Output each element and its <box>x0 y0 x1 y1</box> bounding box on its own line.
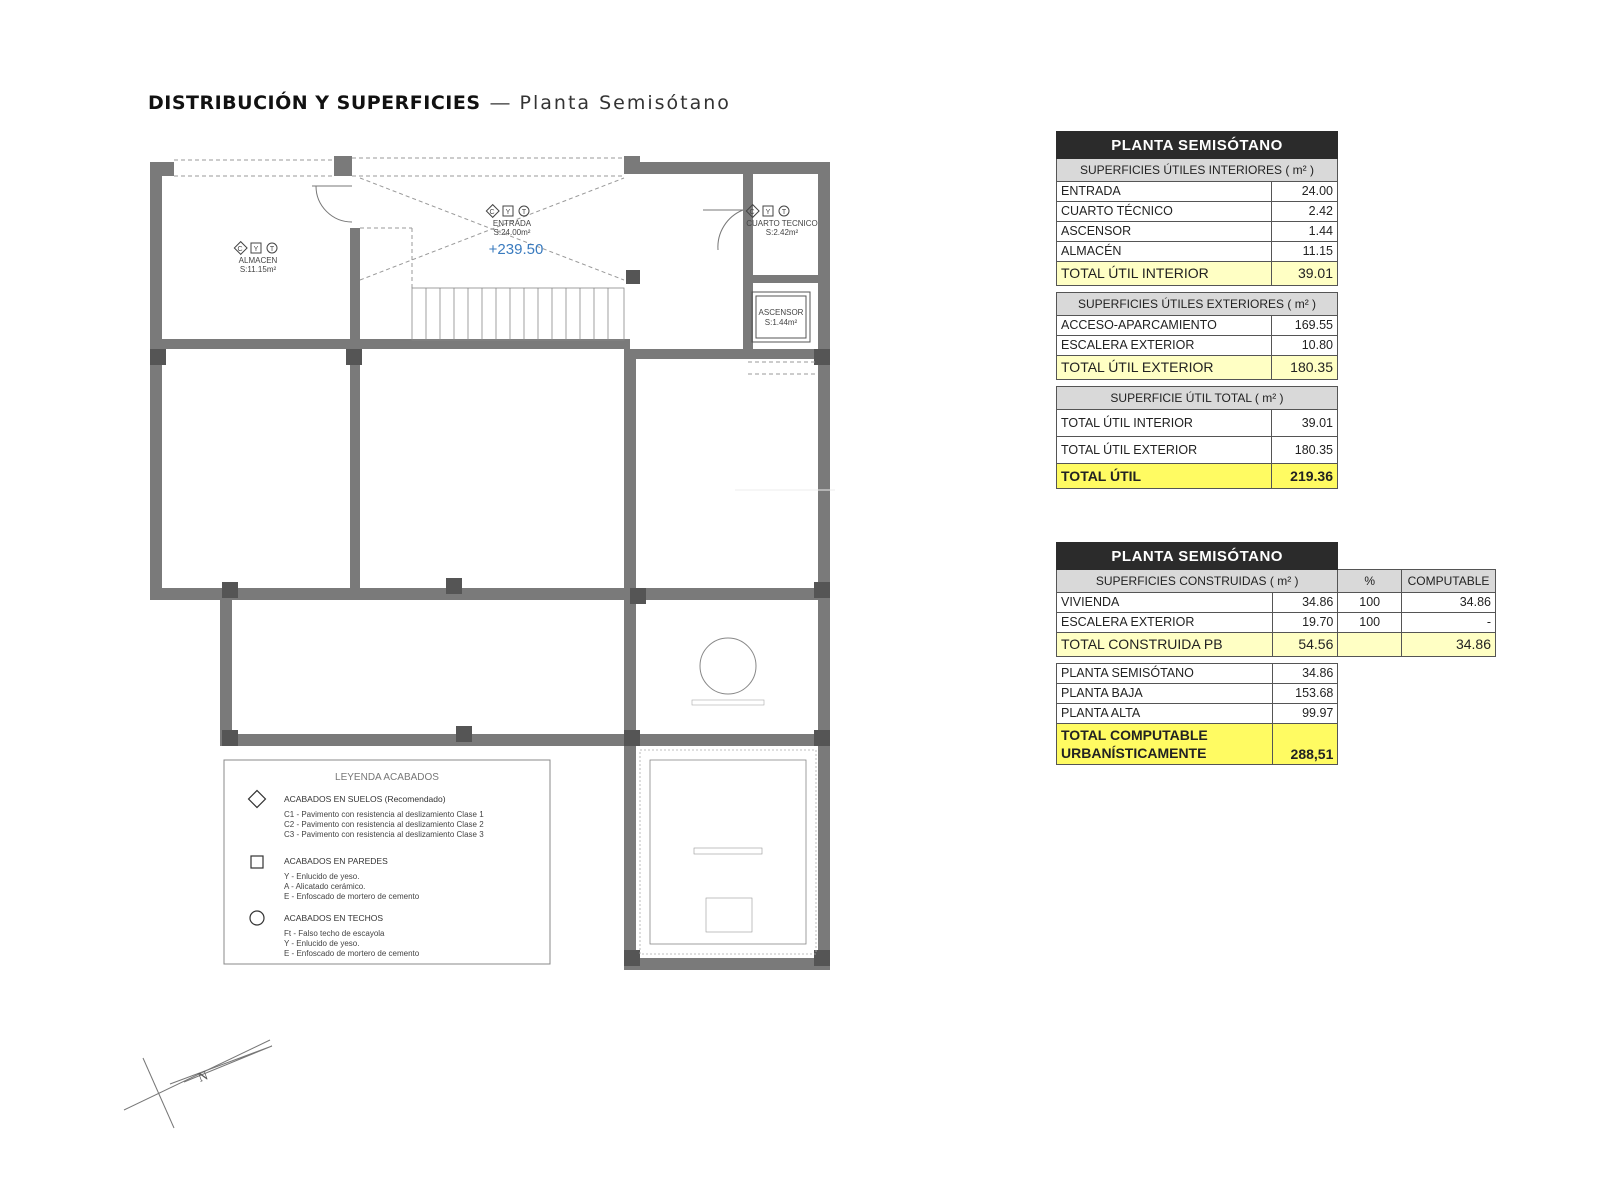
legend-line: Y - Enlucido de yeso. <box>284 939 360 948</box>
total-subheader: SUPERFICIE ÚTIL TOTAL ( m² ) <box>1057 387 1338 410</box>
room-name-ascensor: ASCENSOR <box>758 308 804 317</box>
wall <box>150 162 162 597</box>
total-exterior-row: TOTAL ÚTIL EXTERIOR 180.35 <box>1057 356 1338 380</box>
legend-line: E - Enfoscado de mortero de cemento <box>284 949 420 958</box>
wall <box>220 598 232 744</box>
table-row: VIVIENDA 34.86 100 34.86 <box>1057 593 1496 613</box>
legend-title: LEYENDA ACABADOS <box>335 772 439 783</box>
table-row: TOTAL ÚTIL EXTERIOR 180.35 <box>1057 437 1338 464</box>
room-area-cuarto-tecnico: S:2.42m² <box>765 228 799 237</box>
wall <box>624 349 636 744</box>
finish-symbols-entrada <box>486 205 529 218</box>
pool-edge <box>640 750 816 954</box>
grand-label-1: TOTAL COMPUTABLE <box>1061 727 1208 743</box>
legend-line: E - Enfoscado de mortero de cemento <box>284 892 420 901</box>
north-label: N <box>195 1067 210 1085</box>
pool-note <box>706 898 752 932</box>
pool-inner <box>650 760 806 944</box>
legend-wall-title: ACABADOS EN PAREDES <box>284 856 388 866</box>
table-row: CUARTO TÉCNICO 2.42 <box>1057 202 1338 222</box>
level-marker: +239.50 <box>488 241 544 258</box>
elevator-box <box>752 292 810 342</box>
legend-ceiling-title: ACABADOS EN TECHOS <box>284 913 384 923</box>
total-built-row: TOTAL CONSTRUIDA PB 54.56 34.86 <box>1057 633 1496 657</box>
col-pct: % <box>1338 570 1402 593</box>
legend-line: C1 - Pavimento con resistencia al deslizamiento Clase 1 <box>284 810 484 819</box>
grand-value: 288,51 <box>1272 724 1338 765</box>
svg-text:Y: Y <box>765 209 771 216</box>
svg-text:C: C <box>489 209 495 216</box>
table-row: ESCALERA EXTERIOR 10.80 <box>1057 336 1338 356</box>
total-computable-row <box>1057 724 1496 765</box>
total-interior-row: TOTAL ÚTIL INTERIOR 39.01 <box>1057 262 1338 286</box>
svg-text:C: C <box>749 209 755 216</box>
table-useful-surfaces <box>1056 131 1338 489</box>
column <box>334 156 352 176</box>
table-row: ESCALERA EXTERIOR 19.70 100 - <box>1057 613 1496 633</box>
title-bold: DISTRIBUCIÓN Y SUPERFICIES <box>148 92 481 114</box>
table-row: ENTRADA 24.00 <box>1057 182 1338 202</box>
north-arrow-icon <box>124 1040 272 1128</box>
svg-text:T: T <box>781 209 787 216</box>
built-subheader: SUPERFICIES CONSTRUIDAS ( m² ) <box>1057 570 1338 593</box>
interior-subheader: SUPERFICIES ÚTILES INTERIORES ( m² ) <box>1057 159 1338 182</box>
col-computable: COMPUTABLE <box>1402 570 1496 593</box>
wall <box>150 339 630 349</box>
planter-circle <box>700 638 756 694</box>
table2-header: PLANTA SEMISÓTANO <box>1057 543 1338 570</box>
legend-line: Ft - Falso techo de escayola <box>284 929 385 938</box>
wall <box>150 588 830 600</box>
wall <box>350 228 360 346</box>
exterior-subheader: SUPERFICIES ÚTILES EXTERIORES ( m² ) <box>1057 293 1338 316</box>
wall <box>743 275 828 283</box>
table-row: PLANTA SEMISÓTANO 34.86 <box>1057 664 1496 684</box>
table1-header: PLANTA SEMISÓTANO <box>1057 132 1338 159</box>
table-row: ACCESO-APARCAMIENTO 169.55 <box>1057 316 1338 336</box>
table-built-surfaces <box>1056 542 1496 765</box>
legend-floor-title: ACABADOS EN SUELOS (Recomendado) <box>284 794 446 804</box>
room-area-almacen: S:11.15m² <box>239 265 277 274</box>
room-name-entrada: ENTRADA <box>492 219 532 228</box>
room-area-entrada: S:24.00m² <box>493 228 531 237</box>
wall <box>624 744 636 970</box>
table-row: ALMACÉN 11.15 <box>1057 242 1338 262</box>
title-separator: — <box>490 93 510 114</box>
legend <box>224 760 550 964</box>
circle-icon <box>250 911 264 925</box>
legend-line: Y - Enlucido de yeso. <box>284 872 360 881</box>
wall <box>630 349 830 359</box>
svg-text:T: T <box>269 246 275 253</box>
room-area-ascensor: S:1.44m² <box>764 318 798 327</box>
finish-symbols-almacen <box>234 242 277 255</box>
svg-text:C: C <box>237 246 243 253</box>
room-labels <box>234 205 817 327</box>
room-name-cuarto-tecnico: CUARTO TECNICO <box>746 219 818 228</box>
stairs <box>412 288 624 340</box>
pool-label <box>694 848 762 854</box>
legend-line: C2 - Pavimento con resistencia al deslizamiento Clase 2 <box>284 820 484 829</box>
table-row: PLANTA ALTA 99.97 <box>1057 704 1496 724</box>
grand-label-2: URBANÍSTICAMENTE <box>1061 745 1207 761</box>
square-icon <box>251 856 263 868</box>
table-row: PLANTA BAJA 153.68 <box>1057 684 1496 704</box>
svg-text:T: T <box>521 209 527 216</box>
legend-line: A - Alicatado cerámico. <box>284 882 366 891</box>
legend-line: C3 - Pavimento con resistencia al deslizamiento Clase 3 <box>284 830 484 839</box>
wall <box>743 172 753 290</box>
wall <box>624 162 830 174</box>
planter-label <box>692 700 764 705</box>
wall <box>624 958 830 970</box>
wall <box>818 162 830 597</box>
title-subtitle: Planta Semisótano <box>519 92 731 114</box>
wall <box>350 349 360 597</box>
columns <box>150 270 830 966</box>
diamond-icon <box>249 791 266 808</box>
wall <box>220 734 830 746</box>
svg-text:Y: Y <box>505 209 511 216</box>
room-name-almacen: ALMACEN <box>238 256 278 265</box>
table-row: ASCENSOR 1.44 <box>1057 222 1338 242</box>
wall <box>818 598 830 970</box>
svg-text:Y: Y <box>253 246 259 253</box>
table-row: TOTAL ÚTIL INTERIOR 39.01 <box>1057 410 1338 437</box>
total-useful-row: TOTAL ÚTIL 219.36 <box>1057 464 1338 489</box>
